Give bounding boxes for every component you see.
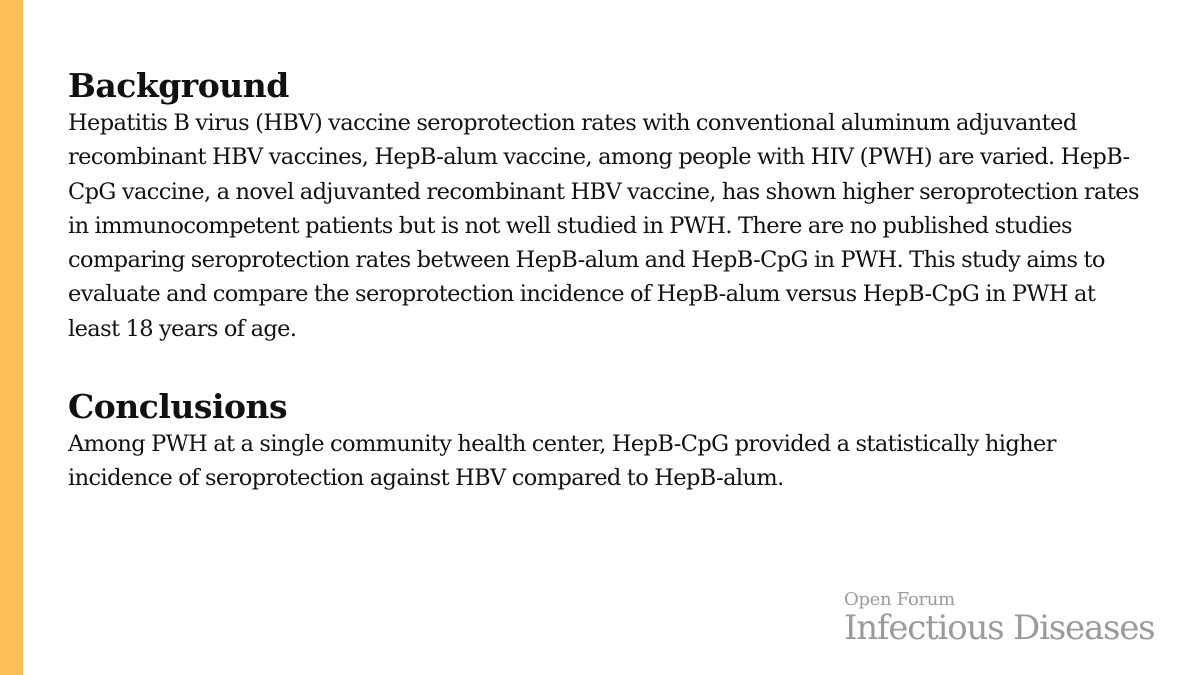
journal-logo-line2: Infectious Diseases	[844, 608, 1155, 648]
conclusions-text: Among PWH at a single community health center, HepB-CpG provided a statistically higher incidence of seroprotection against HBV compared to HepB-alum.	[68, 431, 1056, 492]
conclusions-section	[68, 387, 1148, 496]
journal-logo	[844, 588, 1154, 648]
journal-logo-line1: Open Forum	[844, 589, 955, 610]
background-section	[68, 66, 1148, 346]
background-heading: Background	[68, 66, 289, 105]
background-text: Hepatitis B virus (HBV) vaccine seroprotection rates with conventional aluminum adjuvanted recombinant HBV vaccines, HepB-alum vaccine, among people with HIV (PWH) are varied. HepB-CpG vaccine, a novel adjuvanted recombinant HBV vaccine, has shown higher seroprotection rates in immunocompetent patients but is not well studied in PWH. There are no published studies comparing seroprotection rates between HepB-alum and HepB-CpG in PWH. This study aims to evaluate and compare the seroprotection incidence of HepB-alum versus HepB-CpG in PWH at least 18 years of age.	[68, 110, 1139, 342]
abstract-content	[68, 66, 1148, 496]
conclusions-heading: Conclusions	[68, 387, 288, 427]
accent-bar	[0, 0, 23, 675]
